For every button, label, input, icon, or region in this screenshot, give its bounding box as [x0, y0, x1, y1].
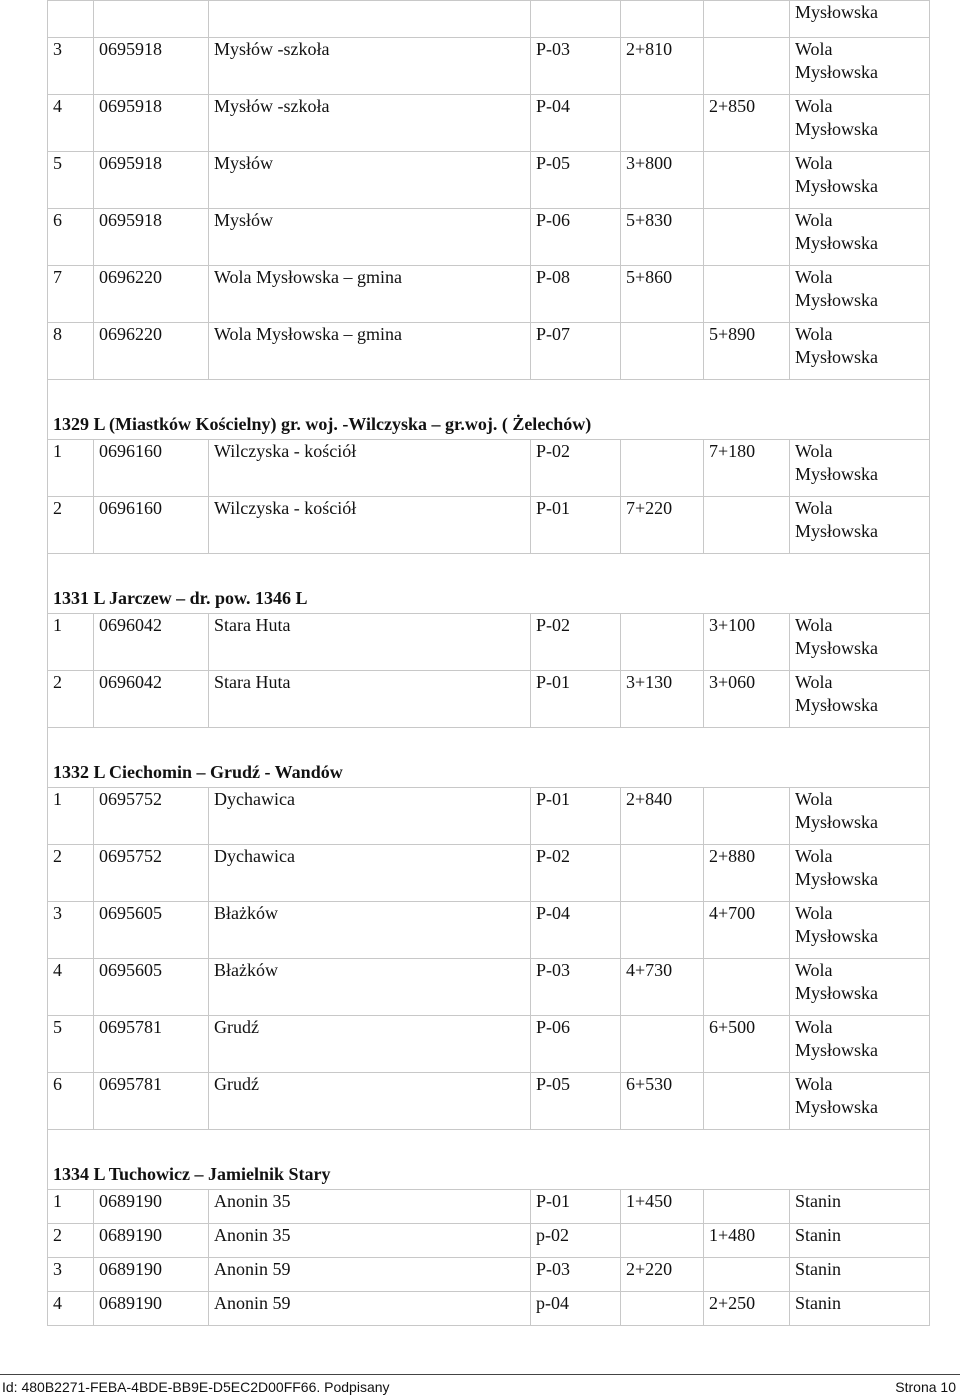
km-right [704, 1258, 790, 1292]
gmina-line-2: Mysłowska [795, 62, 879, 82]
gmina-cell [790, 614, 930, 671]
table-row [48, 1224, 930, 1258]
row-number: 6 [48, 209, 94, 266]
gmina-cell [790, 1190, 930, 1224]
stop-code: 0696042 [94, 614, 209, 671]
km-left [621, 440, 704, 497]
km-right: 7+180 [704, 440, 790, 497]
km-left: 5+830 [621, 209, 704, 266]
row-number: 2 [48, 497, 94, 554]
section-header-row [48, 1130, 930, 1190]
place-name: Błażków [209, 902, 531, 959]
stop-id: P-04 [531, 95, 621, 152]
row-number: 8 [48, 323, 94, 380]
stop-code: 0689190 [94, 1258, 209, 1292]
gmina-line-1: Wola [795, 1074, 833, 1094]
km-right [704, 209, 790, 266]
place-name: Stara Huta [209, 671, 531, 728]
gmina-line-1: Wola [795, 903, 833, 923]
gmina-cell [790, 1016, 930, 1073]
gmina-cell [790, 38, 930, 95]
section-title: 1334 L Tuchowicz – Jamielnik Stary [48, 1130, 930, 1190]
stop-code: 0689190 [94, 1292, 209, 1326]
km-right [704, 266, 790, 323]
place-name: Stara Huta [209, 614, 531, 671]
gmina-line-1: Wola [795, 96, 833, 116]
stop-code: 0689190 [94, 1224, 209, 1258]
km-left [621, 323, 704, 380]
place-name: Dychawica [209, 845, 531, 902]
gmina-line-2: Mysłowska [795, 812, 879, 832]
gmina-cell [790, 959, 930, 1016]
stop-code: 0695918 [94, 38, 209, 95]
km-left [621, 95, 704, 152]
stop-id: P-03 [531, 959, 621, 1016]
gmina-line-2: Mysłowska [795, 521, 879, 541]
gmina-line-2: Mysłowska [795, 233, 879, 253]
place-name: Mysłów [209, 152, 531, 209]
stop-code: 0696220 [94, 323, 209, 380]
km-right: 4+700 [704, 902, 790, 959]
row-number: 1 [48, 788, 94, 845]
table-row [48, 1, 930, 38]
km-right [704, 788, 790, 845]
section-title: 1331 L Jarczew – dr. pow. 1346 L [48, 554, 930, 614]
stop-id: P-03 [531, 1258, 621, 1292]
table-row [48, 152, 930, 209]
place-name: Wola Mysłowska – gmina [209, 323, 531, 380]
table-row [48, 1258, 930, 1292]
stop-code: 0696220 [94, 266, 209, 323]
gmina-cell [790, 1258, 930, 1292]
gmina-line-2: Mysłowska [795, 347, 879, 367]
km-right: 2+880 [704, 845, 790, 902]
gmina-line-2: Mysłowska [795, 926, 879, 946]
gmina-cell [790, 152, 930, 209]
gmina-line-1: Wola [795, 267, 833, 287]
stop-code: 0695752 [94, 845, 209, 902]
gmina-cell [790, 209, 930, 266]
section-header-row [48, 380, 930, 440]
place-name: Mysłów -szkoła [209, 95, 531, 152]
km-right [704, 38, 790, 95]
row-number: 4 [48, 1292, 94, 1326]
gmina-line-2: Mysłowska [795, 695, 879, 715]
stop-id: P-08 [531, 266, 621, 323]
place-name: Anonin 35 [209, 1224, 531, 1258]
table-row [48, 38, 930, 95]
gmina-line-2: Mysłowska [795, 983, 879, 1003]
gmina-line-1: Wola [795, 846, 833, 866]
stop-id: P-05 [531, 1073, 621, 1130]
gmina-cell [790, 671, 930, 728]
gmina-line-2: Mysłowska [795, 638, 879, 658]
section-header-row [48, 728, 930, 788]
gmina-cell [790, 266, 930, 323]
stop-id: P-05 [531, 152, 621, 209]
km-left: 2+220 [621, 1258, 704, 1292]
stop-id: P-03 [531, 38, 621, 95]
stop-code: 0695918 [94, 209, 209, 266]
document-id: Id: 480B2271-FEBA-4BDE-BB9E-D5EC2D00FF66. Podpisany [2, 1379, 390, 1395]
row-number: 1 [48, 440, 94, 497]
stop-id: P-02 [531, 440, 621, 497]
stop-id: P-01 [531, 1190, 621, 1224]
row-number: 6 [48, 1073, 94, 1130]
km-right: 2+850 [704, 95, 790, 152]
stop-id: P-07 [531, 323, 621, 380]
row-number: 2 [48, 1224, 94, 1258]
place-name: Anonin 59 [209, 1258, 531, 1292]
table-row [48, 902, 930, 959]
gmina-line-2: Mysłowska [795, 1040, 879, 1060]
km-left: 7+220 [621, 497, 704, 554]
gmina-line-1: Wola [795, 789, 833, 809]
gmina-cell [790, 1292, 930, 1326]
km-left [621, 902, 704, 959]
km-right [704, 959, 790, 1016]
stop-code: 0696042 [94, 671, 209, 728]
km-left: 1+450 [621, 1190, 704, 1224]
gmina-line-1: Wola [795, 672, 833, 692]
section-header-row [48, 554, 930, 614]
km-left: 3+800 [621, 152, 704, 209]
place-name: Błażków [209, 959, 531, 1016]
stops-table-body [48, 1, 930, 1326]
gmina-line-1: Wola [795, 153, 833, 173]
table-row [48, 959, 930, 1016]
stop-id: p-04 [531, 1292, 621, 1326]
page-footer [0, 1374, 960, 1399]
stop-id: P-04 [531, 902, 621, 959]
section-title: 1332 L Ciechomin – Grudź - Wandów [48, 728, 930, 788]
km-right [704, 497, 790, 554]
table-row [48, 671, 930, 728]
place-name: Mysłów -szkoła [209, 38, 531, 95]
row-number: 3 [48, 38, 94, 95]
gmina-line-1: Stanin [795, 1293, 842, 1313]
place-name: Mysłów [209, 209, 531, 266]
km-left [621, 614, 704, 671]
km-left [621, 1224, 704, 1258]
stop-code: 0695605 [94, 902, 209, 959]
gmina-cell [790, 1224, 930, 1258]
km-left: 6+530 [621, 1073, 704, 1130]
gmina-cell [790, 95, 930, 152]
stop-code: 0695781 [94, 1073, 209, 1130]
km-right [704, 152, 790, 209]
gmina-line-1: Stanin [795, 1259, 842, 1279]
place-name: Wilczyska - kościół [209, 440, 531, 497]
gmina-cell [790, 497, 930, 554]
gmina-line-2: Mysłowska [795, 176, 879, 196]
stop-id: P-06 [531, 209, 621, 266]
km-right: 5+890 [704, 323, 790, 380]
gmina-line-1: Wola [795, 210, 833, 230]
row-number: 2 [48, 671, 94, 728]
place-name: Grudź [209, 1016, 531, 1073]
stop-code: 0695918 [94, 152, 209, 209]
row-number: 3 [48, 902, 94, 959]
km-right: 1+480 [704, 1224, 790, 1258]
gmina-cell [790, 902, 930, 959]
gmina-cell [790, 323, 930, 380]
place-name: Grudź [209, 1073, 531, 1130]
table-row [48, 1073, 930, 1130]
row-number: 4 [48, 959, 94, 1016]
section-title: 1329 L (Miastków Kościelny) gr. woj. -Wilczyska – gr.woj. ( Żelechów) [48, 380, 930, 440]
gmina-line-2: Mysłowska [795, 119, 879, 139]
km-right: 3+060 [704, 671, 790, 728]
table-row [48, 845, 930, 902]
gmina-line-1: Wola [795, 960, 833, 980]
gmina-line-2: Mysłowska [795, 869, 879, 889]
place-name: Wola Mysłowska – gmina [209, 266, 531, 323]
place-name: Anonin 35 [209, 1190, 531, 1224]
row-number: 7 [48, 266, 94, 323]
stop-code: 0695605 [94, 959, 209, 1016]
table-row [48, 1016, 930, 1073]
km-left: 2+840 [621, 788, 704, 845]
gmina-line-1: Stanin [795, 1225, 842, 1245]
stop-code: 0696160 [94, 440, 209, 497]
gmina-cell [790, 440, 930, 497]
stop-id: P-01 [531, 671, 621, 728]
row-number: 5 [48, 1016, 94, 1073]
km-right: 3+100 [704, 614, 790, 671]
km-left: 4+730 [621, 959, 704, 1016]
stop-id: P-02 [531, 614, 621, 671]
gmina-line-1: Wola [795, 441, 833, 461]
stop-code: 0695781 [94, 1016, 209, 1073]
place-name: Dychawica [209, 788, 531, 845]
table-row [48, 614, 930, 671]
gmina-cell [790, 788, 930, 845]
gmina-line-1: Wola [795, 615, 833, 635]
km-right: 6+500 [704, 1016, 790, 1073]
gmina-cell [790, 1073, 930, 1130]
table-row [48, 95, 930, 152]
place-name: Wilczyska - kościół [209, 497, 531, 554]
table-row [48, 440, 930, 497]
gmina-line-1: Wola [795, 498, 833, 518]
km-left: 5+860 [621, 266, 704, 323]
row-number: 4 [48, 95, 94, 152]
table-row [48, 1190, 930, 1224]
stop-id: P-02 [531, 845, 621, 902]
table-row [48, 266, 930, 323]
stops-table [47, 0, 930, 1326]
gmina-line-1: Wola [795, 324, 833, 344]
stop-id: P-06 [531, 1016, 621, 1073]
gmina-cell: Mysłowska [790, 1, 930, 38]
km-left: 3+130 [621, 671, 704, 728]
stop-code: 0695752 [94, 788, 209, 845]
km-left [621, 1016, 704, 1073]
gmina-cell [790, 845, 930, 902]
row-number: 2 [48, 845, 94, 902]
stop-code: 0695918 [94, 95, 209, 152]
place-name: Anonin 59 [209, 1292, 531, 1326]
row-number: 1 [48, 614, 94, 671]
gmina-line-2: Mysłowska [795, 1097, 879, 1117]
row-number: 1 [48, 1190, 94, 1224]
km-right [704, 1073, 790, 1130]
page-number: Strona 10 [895, 1379, 956, 1395]
gmina-line-1: Stanin [795, 1191, 842, 1211]
table-row [48, 209, 930, 266]
gmina-line-2: Mysłowska [795, 290, 879, 310]
km-right [704, 1190, 790, 1224]
km-left [621, 1292, 704, 1326]
km-left [621, 845, 704, 902]
stop-code: 0689190 [94, 1190, 209, 1224]
gmina-line-1: Wola [795, 1017, 833, 1037]
table-row [48, 323, 930, 380]
stop-id: P-01 [531, 497, 621, 554]
km-left: 2+810 [621, 38, 704, 95]
gmina-line-1: Wola [795, 39, 833, 59]
row-number: 5 [48, 152, 94, 209]
table-row [48, 1292, 930, 1326]
stop-id: p-02 [531, 1224, 621, 1258]
stop-id: P-01 [531, 788, 621, 845]
table-row [48, 497, 930, 554]
gmina-line-2: Mysłowska [795, 464, 879, 484]
stop-code: 0696160 [94, 497, 209, 554]
row-number: 3 [48, 1258, 94, 1292]
km-right: 2+250 [704, 1292, 790, 1326]
table-row [48, 788, 930, 845]
